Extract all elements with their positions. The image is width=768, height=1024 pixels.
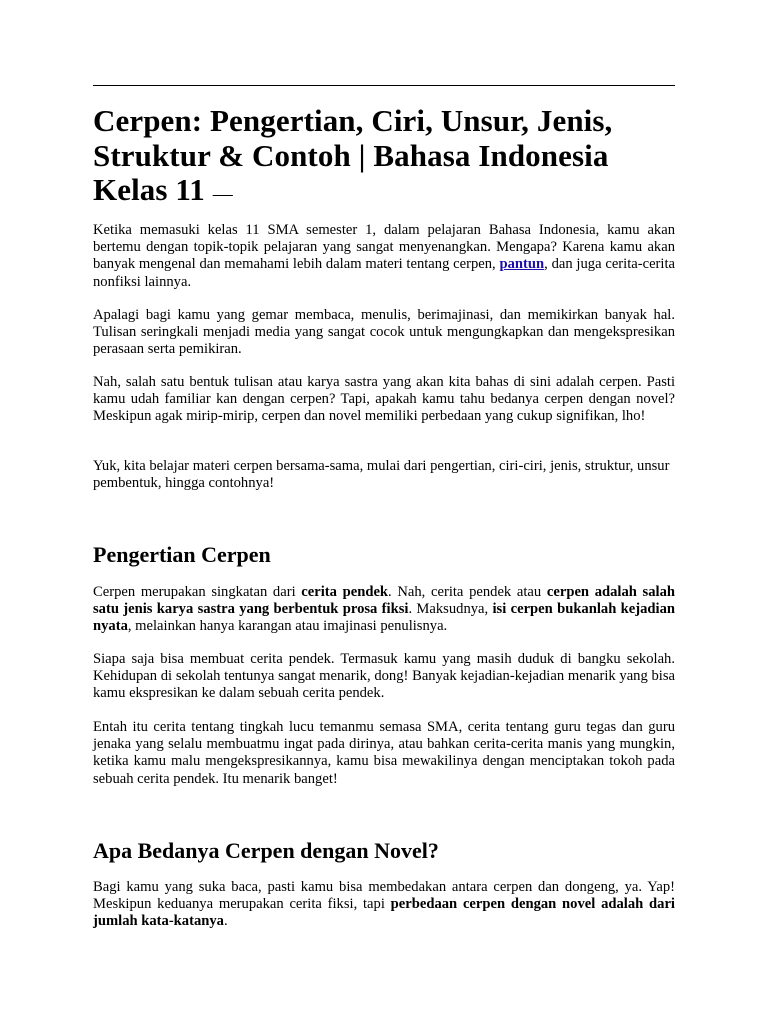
intro-p1-text: Ketika memasuki kelas 11 SMA semester 1, dalam pelajaran Bahasa Indonesia, kamu akan bertemu dengan topik-topik pelajaran yang sangat menyenangkan. Mengapa? Karena kamu akan banyak mengenal dan memahami lebih dalam materi tentang cerpen, [93, 222, 675, 273]
pengertian-p1-d: cerpen adalah salah satu jenis karya sastra yang berbentuk prosa fiksi [93, 584, 676, 618]
intro-p2-text: Apalagi bagi kamu yang gemar membaca, menulis, berimajinasi, dan memikirkan banyak hal. Tulisan seringkali menjadi media yang sangat cocok untuk mengungkapkan dan mengekspresikan perasaan serta pemikiran. [93, 307, 675, 358]
pengertian-p1-g: , melainkan hanya karangan atau imajinasi penulisnya. [127, 618, 448, 635]
section-heading-bedanya-text: Apa Bedanya Cerpen dengan Novel? [93, 838, 439, 863]
pengertian-paragraph-3 [93, 719, 675, 788]
intro-paragraph-2 [93, 307, 675, 359]
top-divider [93, 85, 675, 86]
pantun-link[interactable]: pantun [499, 256, 545, 273]
bedanya-p1-c: . [223, 913, 228, 930]
section-heading-bedanya [93, 838, 675, 864]
pengertian-p1-c: . Nah, cerita pendek atau [388, 584, 547, 600]
bedanya-paragraph-1 [93, 879, 675, 931]
pengertian-p1-b: cerita pendek [301, 584, 389, 600]
section-heading-pengertian [93, 542, 675, 568]
pengertian-paragraph-1 [93, 584, 675, 636]
intro-p3-text: Nah, salah satu bentuk tulisan atau karya sastra yang akan kita bahas di sini adalah cerpen. Pasti kamu udah familiar kan dengan cerpen? Tapi, apakah kamu tahu bedanya cerpen dengan novel? Meskipun agak mirip-mirip, cerpen dan novel memiliki perbedaan yang cukup signifikan, lho! [93, 374, 675, 425]
bedanya-p1-b: perbedaan cerpen dengan novel adalah dari jumlah kata-katanya [93, 896, 675, 930]
pengertian-p1-a: Cerpen merupakan singkatan dari [93, 584, 302, 600]
page-title-suffix: — [212, 183, 233, 205]
page-title-text: Cerpen: Pengertian, Ciri, Unsur, Jenis, Struktur & Contoh | Bahasa Indonesia Kelas 11 [93, 103, 613, 207]
pengertian-paragraph-2 [93, 651, 675, 703]
intro-p4-text: Yuk, kita belajar materi cerpen bersama-sama, mulai dari pengertian, ciri-ciri, jenis, struktur, unsur pembentuk, hingga contohnya! [93, 458, 670, 492]
bedanya-p1-a: Bagi kamu yang suka baca, pasti kamu bisa membedakan antara cerpen dan dongeng, ya. Yap! Meskipun keduanya merupakan cerita fiksi, tapi [93, 879, 675, 913]
page-title [93, 104, 675, 212]
intro-paragraph-4 [93, 458, 675, 492]
pengertian-p3-text: Entah itu cerita tentang tingkah lucu temanmu semasa SMA, cerita tentang guru tegas dan guru jenaka yang selalu membuatmu ingat pada dirinya, atau bahkan cerita-cerita manis yang mungkin, ketika kamu malu mengekspresikannya, kamu bisa mewakilinya dengan menciptakan tokoh pada sebuah cerita pendek. Itu menarik banget! [93, 719, 675, 787]
pengertian-p1-f: isi cerpen bukanlah kejadian nyata [93, 601, 675, 635]
section-heading-pengertian-text: Pengertian Cerpen [93, 542, 271, 567]
intro-paragraph-3 [93, 374, 675, 426]
intro-p1-tail: , dan juga cerita-cerita nonfiksi lainnya. [93, 256, 675, 290]
intro-paragraph-1 [93, 222, 675, 291]
pengertian-p2-text: Siapa saja bisa membuat cerita pendek. Termasuk kamu yang masih duduk di bangku sekolah. Kehidupan di sekolah tentunya sangat menarik, dong! Banyak kejadian-kejadian menarik yang bisa kamu ekspresikan ke dalam sebuah cerita pendek. [93, 651, 675, 702]
pengertian-p1-e: . Maksudnya, [408, 601, 493, 618]
